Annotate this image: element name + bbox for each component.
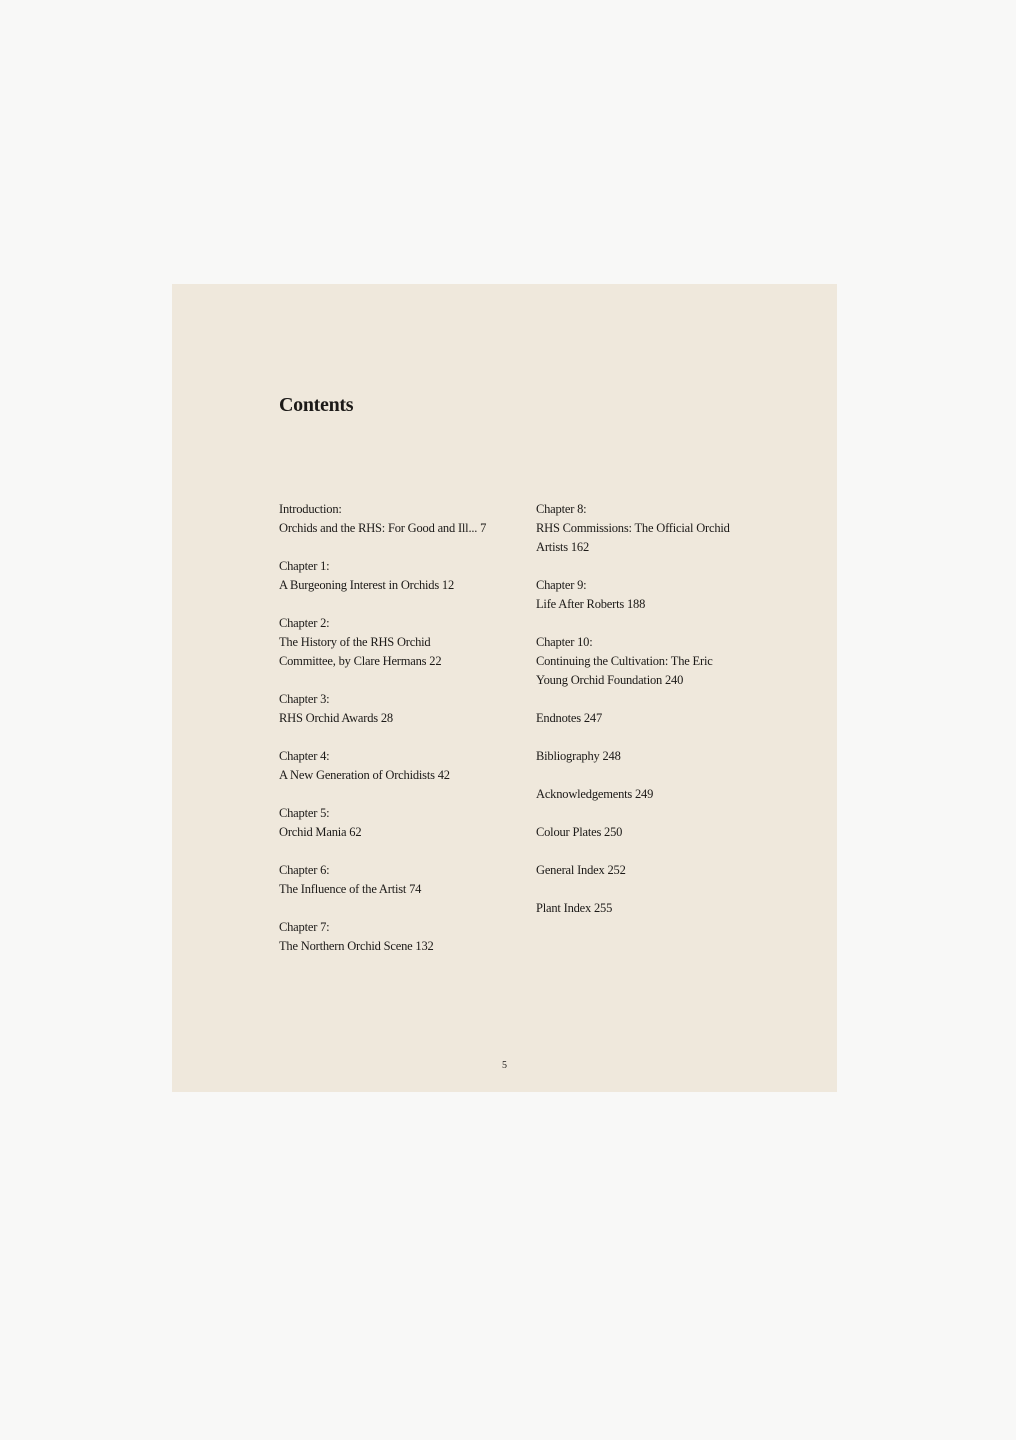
book-page xyxy=(172,284,837,1092)
toc-entry xyxy=(279,747,509,785)
toc-entry xyxy=(536,576,776,614)
toc-entry-text: Young Orchid Foundation 240 xyxy=(536,673,684,687)
toc-entry-text: Continuing the Cultivation: The Eric xyxy=(536,654,713,668)
toc-entry xyxy=(536,861,776,880)
toc-entry xyxy=(279,861,509,899)
toc-entry-text: A New Generation of Orchidists 42 xyxy=(279,768,450,782)
toc-entry xyxy=(536,899,776,918)
toc-entry-text: The Northern Orchid Scene 132 xyxy=(279,939,434,953)
toc-entry xyxy=(536,823,776,842)
toc-entry xyxy=(279,804,509,842)
toc-entry-text: A Burgeoning Interest in Orchids 12 xyxy=(279,578,455,592)
toc-entry-text: Endnotes 247 xyxy=(536,711,602,725)
page-number: 5 xyxy=(502,1060,507,1071)
toc-entry-text: Orchids and the RHS: For Good and Ill... 7 xyxy=(279,521,487,535)
toc-entry xyxy=(536,633,776,690)
toc-entry xyxy=(279,918,509,956)
toc-entry-text: RHS Orchid Awards 28 xyxy=(279,711,393,725)
toc-entry xyxy=(279,557,509,595)
toc-entry-text: Life After Roberts 188 xyxy=(536,597,646,611)
toc-entry-label: Chapter 5: xyxy=(279,806,330,820)
toc-entry xyxy=(536,747,776,766)
toc-entry-text: Plant Index 255 xyxy=(536,901,613,915)
toc-entry-text: Acknowledgements 249 xyxy=(536,787,654,801)
toc-entry-text: Bibliography 248 xyxy=(536,749,621,763)
toc-entry xyxy=(536,785,776,804)
toc-entry-text: Orchid Mania 62 xyxy=(279,825,362,839)
toc-entry-text: Artists 162 xyxy=(536,540,590,554)
toc-entry-label: Chapter 10: xyxy=(536,635,593,649)
toc-entry-label: Chapter 4: xyxy=(279,749,330,763)
toc-entry-text: The History of the RHS Orchid xyxy=(279,635,431,649)
toc-entry-label: Chapter 8: xyxy=(536,502,587,516)
toc-entry-label: Chapter 6: xyxy=(279,863,330,877)
toc-entry xyxy=(536,709,776,728)
toc-entry-label: Chapter 3: xyxy=(279,692,330,706)
toc-entry-text: General Index 252 xyxy=(536,863,626,877)
toc-entry xyxy=(279,614,509,671)
toc-entry-label: Chapter 1: xyxy=(279,559,330,573)
toc-entry-text: Colour Plates 250 xyxy=(536,825,623,839)
toc-entry-text: RHS Commissions: The Official Orchid xyxy=(536,521,730,535)
toc-entry-label: Introduction: xyxy=(279,502,342,516)
toc-entry-text: Committee, by Clare Hermans 22 xyxy=(279,654,442,668)
toc-entry xyxy=(536,500,776,557)
contents-right-column xyxy=(536,500,776,937)
contents-left-column xyxy=(279,500,509,975)
toc-entry-label: Chapter 2: xyxy=(279,616,330,630)
toc-entry xyxy=(279,500,509,538)
toc-entry xyxy=(279,690,509,728)
toc-entry-label: Chapter 9: xyxy=(536,578,587,592)
page-title: Contents xyxy=(279,394,354,416)
toc-entry-text: The Influence of the Artist 74 xyxy=(279,882,422,896)
toc-entry-label: Chapter 7: xyxy=(279,920,330,934)
